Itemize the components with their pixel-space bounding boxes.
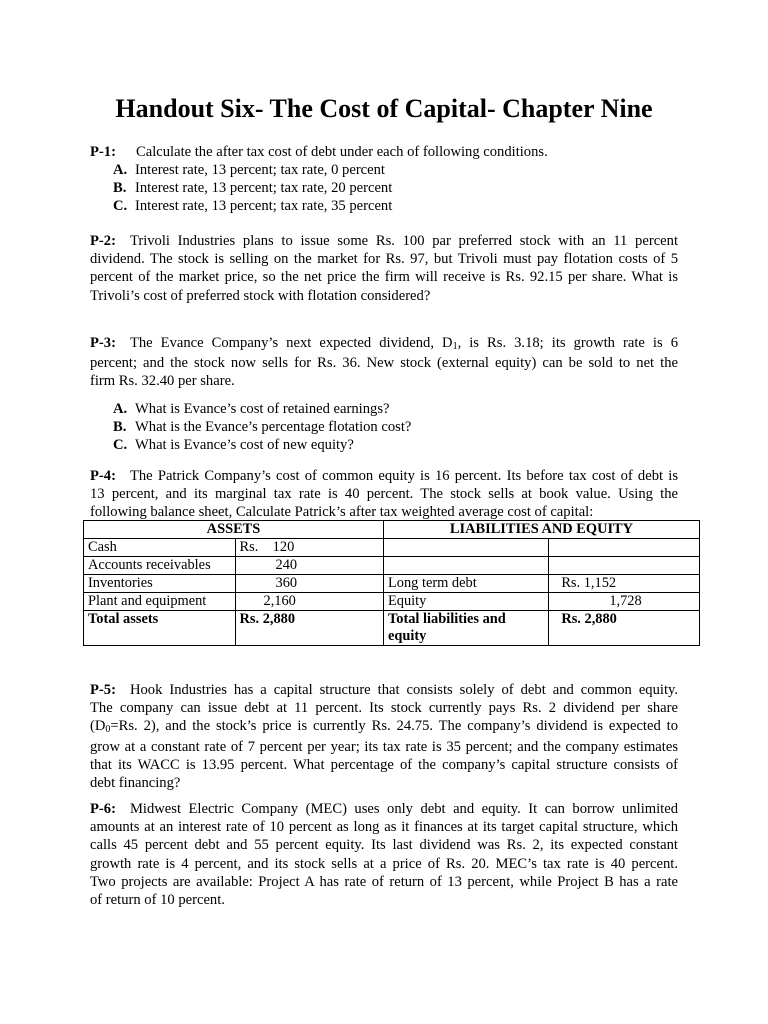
table-total-row: Total assets Rs. 2,880 Total liabilities and equity Rs. 2,880 [84,611,700,646]
table-row: Plant and equipment 2,160 Equity 1,728 [84,593,700,611]
balance-sheet-table [83,520,700,646]
problem-3: P-3: The Evance Company’s next expected dividend, $D_1$, is Rs. 3.18; its growth rate is 6 percent; and the stock now sells for Rs. 36. New stock (external equity) can be sold to net the firm Rs. 32.40 per share. [90,335,678,390]
problem-1-question: Calculate the after tax cost of debt under each of following conditions. [136,144,548,160]
problem-3-item-c: C. What is Evance’s cost of new equity? [113,437,354,453]
problem-5: P-5: Hook Industries has a capital structure that consists solely of debt and common equity. The company can issue debt at 11 percent. Its stock currently pays Rs. 2 dividend per share ($D_0=Rs$. 2), and the stock’s price is currently Rs. 24.75. The company’s dividend is expected to grow at a constant rate of 7 percent per year; its tax rate is 35 percent; and the company estimates that its WACC is 13.95 percent. What percentage of the company’s capital structure consists of debt financing? [90,682,678,792]
problem-6: P-6: Midwest Electric Company (MEC) uses only debt and equity. It can borrow unlimited amounts at an interest rate of 10 percent as long as it finances at its target capital structure, which calls 45 percent debt and 55 percent equity. Its last dividend was Rs. 2, its expected constant growth rate is 4 percent, and its stock sells at a price of Rs. 20. MEC’s tax rate is 40 percent. Two projects are available: Project A has rate of return of 13 percent, while Project B has a rate of return of 10 percent. [90,801,678,909]
problem-2: P-2: Trivoli Industries plans to issue some Rs. 100 par preferred stock with an 11 percent dividend. The stock is selling on the market for Rs. 97, but Trivoli must pay flotation costs of 5 percent of the market price, so the net price the firm will receive is Rs. 92.15 per share. What is Trivoli’s cost of preferred stock with flotation considered? [90,233,678,304]
table-row: Accounts receivables 240 [84,557,700,575]
table-row: Cash Rs. 120 [84,539,700,557]
problem-1-item-c: C. Interest rate, 13 percent; tax rate, 35 percent [113,198,393,214]
table-header-row [84,521,700,539]
problem-1-item-b: B. Interest rate, 13 percent; tax rate, 20 percent [113,180,393,196]
problem-3-item-a: A. What is Evance’s cost of retained earnings? [113,401,390,417]
assets-header: ASSETS [84,521,384,539]
liabilities-header: LIABILITIES AND EQUITY [383,521,699,539]
page-title: Handout Six- The Cost of Capital- Chapter Nine [115,94,653,123]
problem-3-item-b: B. What is the Evance’s percentage flotation cost? [113,419,412,435]
problem-1-label: P-1: [90,144,116,160]
problem-1-item-a: A. Interest rate, 13 percent; tax rate, 0 percent [113,162,385,178]
table-row: Inventories 360 Long term debt Rs. 1,152 [84,575,700,593]
problem-4: P-4: The Patrick Company’s cost of common equity is 16 percent. Its before tax cost of debt is 13 percent, and its marginal tax rate is 40 percent. The stock sells at book value. Using the following balance sheet, Calculate Patrick’s after tax weighted average cost of capital: [90,468,678,521]
